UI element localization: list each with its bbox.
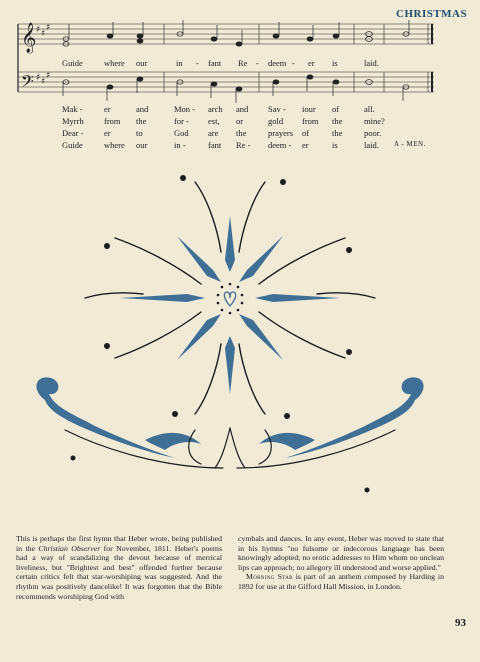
verse-word: in - xyxy=(174,140,186,150)
svg-text:♯: ♯ xyxy=(36,25,41,35)
lyric-syllable: in xyxy=(176,58,183,68)
verse-word: from xyxy=(104,116,121,126)
paragraph: cymbals and dances. In any event, Heber was moved to state that in his hymns "no fulsome or indecorous language has been knowingly adopted; no erotic addresses to Him whom no unclean lips can approach; no allegory ill understood and worse applied." xyxy=(238,534,444,572)
verse-word: to xyxy=(136,128,143,138)
text-run: is part of an anthem composed by Harding in 1892 for use at the Gifford Hall Mission, in London. xyxy=(238,572,444,591)
verse-word: all. xyxy=(364,104,375,114)
verse-word: est, xyxy=(208,116,220,126)
verse-word: mine? xyxy=(364,116,385,126)
text-column-left xyxy=(16,534,222,601)
verse-word: prayers xyxy=(268,128,294,138)
lyric-syllable: - xyxy=(292,58,295,68)
verse-word: and xyxy=(236,104,249,114)
section-header: CHRISTMAS xyxy=(396,8,468,20)
paragraph xyxy=(238,572,444,591)
verse-word: Mak - xyxy=(62,104,83,114)
verse-line xyxy=(62,128,442,140)
text-column-right xyxy=(238,534,444,592)
verse-word: the xyxy=(136,116,147,126)
verse-word: God xyxy=(174,128,189,138)
verse-word: for - xyxy=(174,116,189,126)
verse-word: of xyxy=(332,104,340,114)
verse-word: er xyxy=(104,128,111,138)
verse-word: Guide xyxy=(62,140,83,150)
page-number: 93 xyxy=(455,617,466,629)
verse-word: of xyxy=(302,128,310,138)
verse-word: laid. xyxy=(364,140,379,150)
verse-word: are xyxy=(208,128,219,138)
lyric-syllable: Re xyxy=(238,58,248,68)
scroll-lines xyxy=(65,428,395,468)
amen-label: A - MEN. xyxy=(394,140,426,148)
staff-lyric-line xyxy=(0,58,480,70)
verse-line xyxy=(62,104,442,116)
verse-line xyxy=(62,116,442,128)
svg-text:♯: ♯ xyxy=(46,23,51,33)
verse-lyrics xyxy=(62,104,442,152)
svg-text:♯: ♯ xyxy=(41,29,46,39)
scroll-dots xyxy=(71,456,370,493)
svg-text:♯: ♯ xyxy=(36,73,41,83)
lyric-syllable: where xyxy=(104,58,125,68)
verse-word: or xyxy=(236,116,244,126)
verse-word: Myrrh xyxy=(62,116,84,126)
svg-text:𝄞: 𝄞 xyxy=(21,23,37,53)
svg-text:♯: ♯ xyxy=(46,71,51,81)
verse-word: the xyxy=(332,116,343,126)
verse-word: Dear - xyxy=(62,128,84,138)
lyric-syllable: - xyxy=(256,58,259,68)
tune-name: Morning Star xyxy=(246,572,293,582)
verse-word: fant xyxy=(208,140,222,150)
verse-word: our xyxy=(136,140,148,150)
verse-word: Re - xyxy=(236,140,251,150)
svg-text:𝄢: 𝄢 xyxy=(21,71,34,95)
verse-word: where xyxy=(104,140,125,150)
decorative-ornament xyxy=(25,168,435,508)
lyric-syllable: deem xyxy=(268,58,287,68)
verse-word: er xyxy=(302,140,309,150)
verse-word: Mon - xyxy=(174,104,196,114)
verse-word: Sav - xyxy=(268,104,286,114)
verse-word: the xyxy=(236,128,247,138)
verse-word: er xyxy=(104,104,111,114)
publication-title: Christian Observer xyxy=(38,543,101,553)
svg-text:♯: ♯ xyxy=(41,77,46,87)
verse-word: the xyxy=(332,128,343,138)
lyric-syllable: is xyxy=(332,58,338,68)
lyric-syllable: laid. xyxy=(364,58,379,68)
lyric-syllable: Guide xyxy=(62,58,83,68)
verse-word: from xyxy=(302,116,319,126)
text-run: This is perhaps the first hymn that Heber wrote, being published in the xyxy=(16,534,222,553)
lyric-syllable: fant xyxy=(208,58,222,68)
lyric-syllable: our xyxy=(136,58,148,68)
star-rays xyxy=(120,216,340,394)
verse-word: poor. xyxy=(364,128,382,138)
text-run: for November, 1811. Heber's poems had a way of scandalizing the devout because of merrical liveliness, but "Brightest and best" offended further because certain critics felt that star-worshiping was suggested. And the rhythm was positively dancelike! It was forgotten that the Bible recommends worshiping God with xyxy=(16,543,222,601)
lyric-syllable: er xyxy=(308,58,315,68)
verse-word: gold xyxy=(268,116,284,126)
lyric-syllable: - xyxy=(196,58,199,68)
verse-word: and xyxy=(136,104,149,114)
verse-word: iour xyxy=(302,104,316,114)
verse-word: arch xyxy=(208,104,223,114)
verse-word: is xyxy=(332,140,338,150)
verse-word: deem - xyxy=(268,140,292,150)
heart-center xyxy=(224,292,235,306)
paragraph xyxy=(16,534,222,601)
verse-line xyxy=(62,140,442,152)
